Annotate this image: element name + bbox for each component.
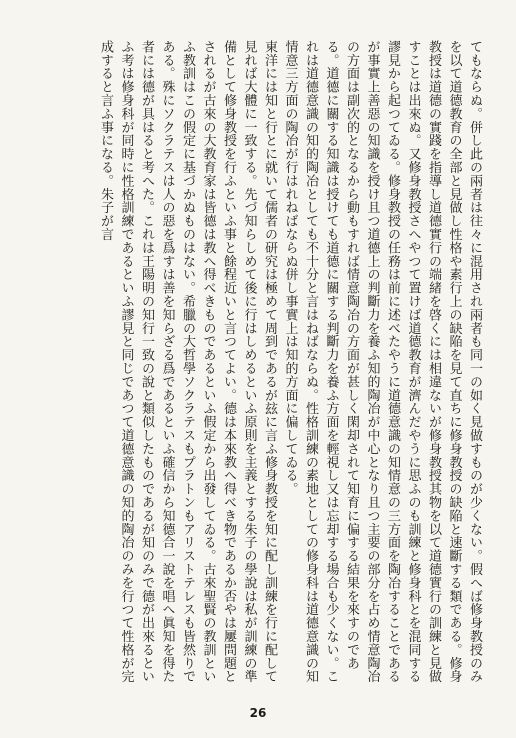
paragraph-1: てもならぬ。併し此の兩者は往々に混用され兩者も同一の如く見做すものが少くない。假へば修身教授のみを以て道德教育の全部と見做し性格や素行上の缺陥を見て直ちに修身教授の缺陥と速斷する類である。修身教授は道德の實踐を指導し道德實行の端緒を啓くには相違ないが修身教授其物を以て道德實行の訓練と見做すことは出來ぬ。又修身教授さへやつて置けば道德教育が濟んだやうに思ふのも訓練と修身科とを混同する謬見から起つてゐる。修身教授の任務は前に述べたやうに道德意識の知情意の三方面を陶冶することであるが事實上善惡の知識を授け且つ道德上の判斷力を養ふ知的陶冶が中心となり且つ主要の部分を占め情意陶冶の方面は副次的となるから動もすれば情意陶冶の方面が甚しく閑却されて知育に偏する結果を來すのである。道德に關する知識は授けても道德に關する判斷力を養ふ方面を輕視し又は忘却する場合も少くない。これは道德意識の知的陶冶としても不十分と言はねばならぬ。性格訓練の素地としての修身科は道德意識の知情意三方面の陶冶が行はれねばならぬ併し事實上は知的方面に偏してゐる。 xyxy=(282,40,482,684)
page-number: 26 xyxy=(249,706,267,720)
vertical-text-body xyxy=(34,40,484,692)
paragraph-2: 東洋には知と行とに就いて儒者の研究は極めて周到であるが玆に言ふ修身教授を知に配し訓練を行に配して見れば大體に一致する。先づ知らしめて後に行はしめるといふ原則を主義とする朱子の學說は私が訓練の準備として修身教授を行ふといふ事と餘程近いと言つてよい。德は本來教へ得べき物であるか否やは屢問題とされるが古來の大教育家は皆德は教へ得べきものであるといふ假定から出發してゐる。古來聖賢の教訓といふ教訓はこの假定に基づかぬものはない。希臘の大哲學ソクラテスもプラトンもアリストテレスも皆然りである。殊にソクラテスは人の惡を爲すは善を知らざる爲であるといふ確信から知德合一說を唱へ眞知を得た者には德が具はると考へた。これは王陽明の知行一致の說と類似したものであるが知のみで德が出來るといふ考は修身科が同時に性格訓練であるといふ謬見と同じであつて道德意識の知的陶冶のみを行つて性格が完成すると言ふ事になる。朱子が言 xyxy=(98,40,277,684)
